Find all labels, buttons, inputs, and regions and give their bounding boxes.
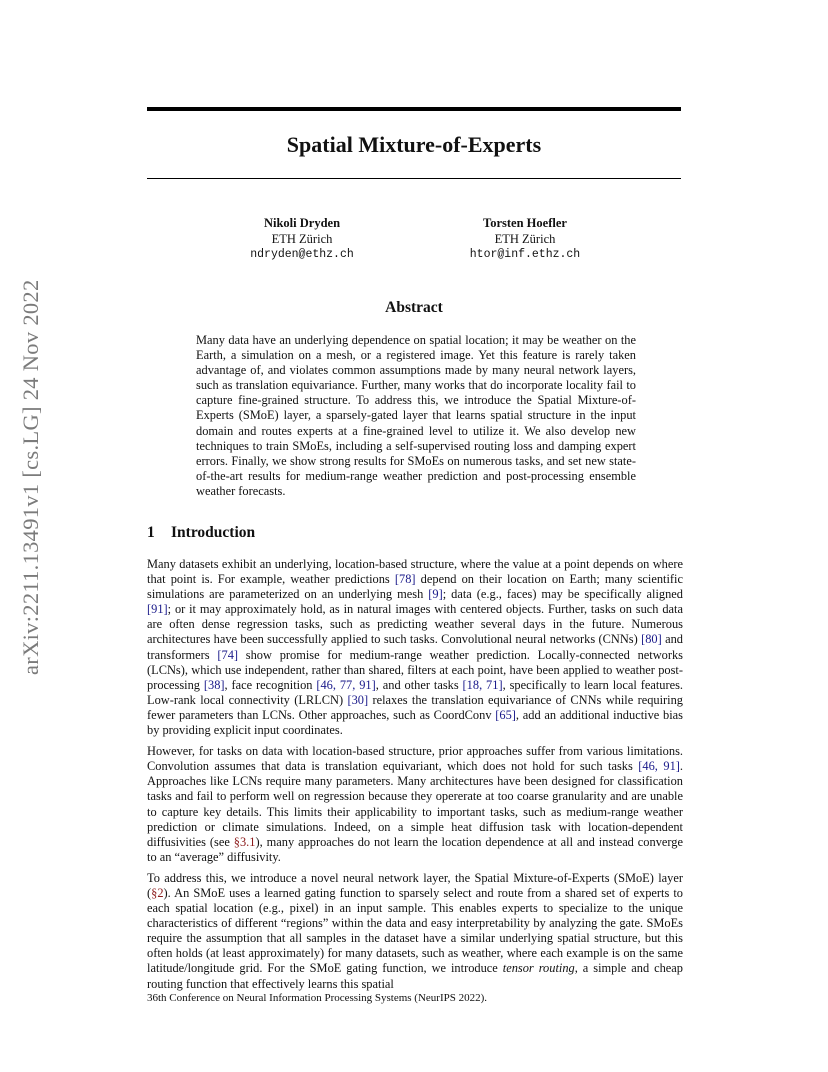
citation-link[interactable]: [46, 91]: [638, 759, 680, 774]
text-run: , face recognition: [224, 677, 317, 692]
text-run: ; data (e.g., faces) may be specifically aligned: [442, 587, 683, 602]
abstract-heading: Abstract: [385, 299, 443, 316]
author-block-2: [425, 216, 625, 263]
citation-link[interactable]: [65]: [495, 707, 516, 722]
paper-title: Spatial Mixture-of-Experts: [286, 132, 542, 157]
conference-footer: 36th Conference on Neural Information Processing Systems (NeurIPS 2022).: [147, 992, 488, 1004]
citation-link[interactable]: [30]: [347, 692, 369, 707]
title-rule-bottom: [147, 178, 681, 179]
citation-link[interactable]: [74]: [217, 647, 239, 662]
citation-link[interactable]: [38]: [203, 677, 225, 692]
text-run: relaxes the translation equivariance of CNNs while requiring fewer parameters than LCNs. Other approaches, such as CoordConv: [147, 692, 683, 722]
citation-link[interactable]: [18, 71]: [462, 677, 503, 692]
author-name: Torsten Hoefler: [483, 216, 567, 230]
text-run: and transformers: [147, 632, 683, 662]
text-run: ). An SMoE uses a learned gating function to sparsely select and route from a shared set of experts to each spatial location (e.g., pixel) in an input sample. This enables experts to specialize to the unique characteristics of different “regions” within the data and easy interpretability by analyzing the gate. SMoEs require the assumption that all samples in the dataset have a similar underlying spatial structure, but this often holds (at least approximately) for many datasets, such as weather, where each example is on the same latitude/longitude grid. For the SMoE gating function, we introduce: [147, 885, 683, 976]
text-run: To address this, we introduce a novel neural network layer, the Spatial Mixture-of-Experts (SMoE) layer (: [147, 870, 683, 900]
title-rule-top: [147, 107, 681, 111]
text-run: depend on their location on Earth; many scientific simulations are parameterized on an underlying mesh: [147, 572, 683, 602]
abstract-text: Many data have an underlying dependence on spatial location; it may be weather on the Earth, a simulation on a mesh, or a registered image. Yet this feature is rarely taken advantage of, and violates common assumptions made by many neural network layers, such as translation equivariance. Further, many works that do incorporate locality fail to capture fine-grained structure. To address this, we introduce the Spatial Mixture-of-Experts (SMoE) layer, a sparsely-gated layer that learns spatial structure in the input domain and routes experts at a fine-grained level to utilize it. We also develop new techniques to train SMoEs, including a self-supervised routing loss and damping expert errors. Finally, we show strong results for SMoEs on numerous tasks, and set new state-of-the-art results for medium-range weather prediction and post-processing ensemble weather forecasts.: [196, 333, 636, 498]
text-run: show promise for medium-range weather prediction. Locally-connected networks (LCNs), which use independent, rather than shared, filters at each point, have been applied to weather post-processing: [147, 647, 683, 692]
section-heading: [147, 524, 255, 542]
author-email[interactable]: ndryden@ethz.ch: [250, 248, 354, 261]
section-link[interactable]: §2: [151, 885, 164, 900]
author-name: Nikoli Dryden: [263, 216, 341, 230]
introduction-body: [147, 557, 683, 998]
citation-link[interactable]: [78]: [394, 572, 416, 587]
emphasis-text: tensor routing: [502, 961, 575, 976]
author-affiliation: ETH Zürich: [494, 231, 556, 246]
author-email[interactable]: htor@inf.ethz.ch: [469, 248, 581, 261]
text-run: , and other tasks: [375, 677, 463, 692]
citation-link[interactable]: [80]: [641, 632, 662, 647]
citation-link[interactable]: [91]: [147, 602, 168, 617]
author-block-1: [202, 216, 402, 263]
paragraph: [147, 744, 683, 865]
text-run: ), many approaches do not learn the location dependence at all and instead converge to an “average” diffusivity.: [147, 834, 683, 864]
text-run: , add an additional inductive bias by providing explicit input coordinates.: [147, 707, 683, 738]
text-run: , specifically to learn local features. Low-rank local connectivity (LRLCN): [147, 677, 684, 707]
text-run: ; or it may approximately hold, as in natural images with centered objects. Further, tasks on such data are often dense regression tasks, such as predicting weather several days in the future. Numerous architectures have been successfully applied to such tasks. Convolutional neural networks (CNNs): [147, 602, 683, 647]
text-run: , a simple and cheap routing function that effectively learns this spatial: [147, 961, 683, 991]
section-title: Introduction: [171, 524, 256, 541]
citation-link[interactable]: [46, 77, 91]: [316, 677, 376, 692]
section-link[interactable]: §3.1: [233, 834, 256, 849]
arxiv-identifier: arXiv:2211.13491v1 [cs.LG] 24 Nov 2022: [18, 279, 43, 675]
text-run: Many datasets exhibit an underlying, location-based structure, where the value at a point depends on where that point is. For example, weather predictions: [147, 557, 683, 587]
text-run: . Approaches like LCNs require many parameters. Many architectures have been designed for classification tasks and fail to perform well on regression because they opererate at too coarse granularity and are unable to capture key details. This limits their applicability to important tasks, such as medium-range weather prediction or climate simulations. Indeed, on a simple heat diffusion task with location-dependent diffusivities (see: [147, 759, 683, 849]
citation-link[interactable]: [9]: [428, 587, 443, 602]
text-run: However, for tasks on data with location-based structure, prior approaches suffer from various limitations. Convolution assumes that data is translation equivariant, which does not hold for such tasks: [147, 744, 683, 774]
section-number: 1: [147, 524, 155, 541]
paragraph: [147, 871, 683, 992]
paragraph: [147, 557, 683, 738]
author-affiliation: ETH Zürich: [271, 231, 333, 246]
